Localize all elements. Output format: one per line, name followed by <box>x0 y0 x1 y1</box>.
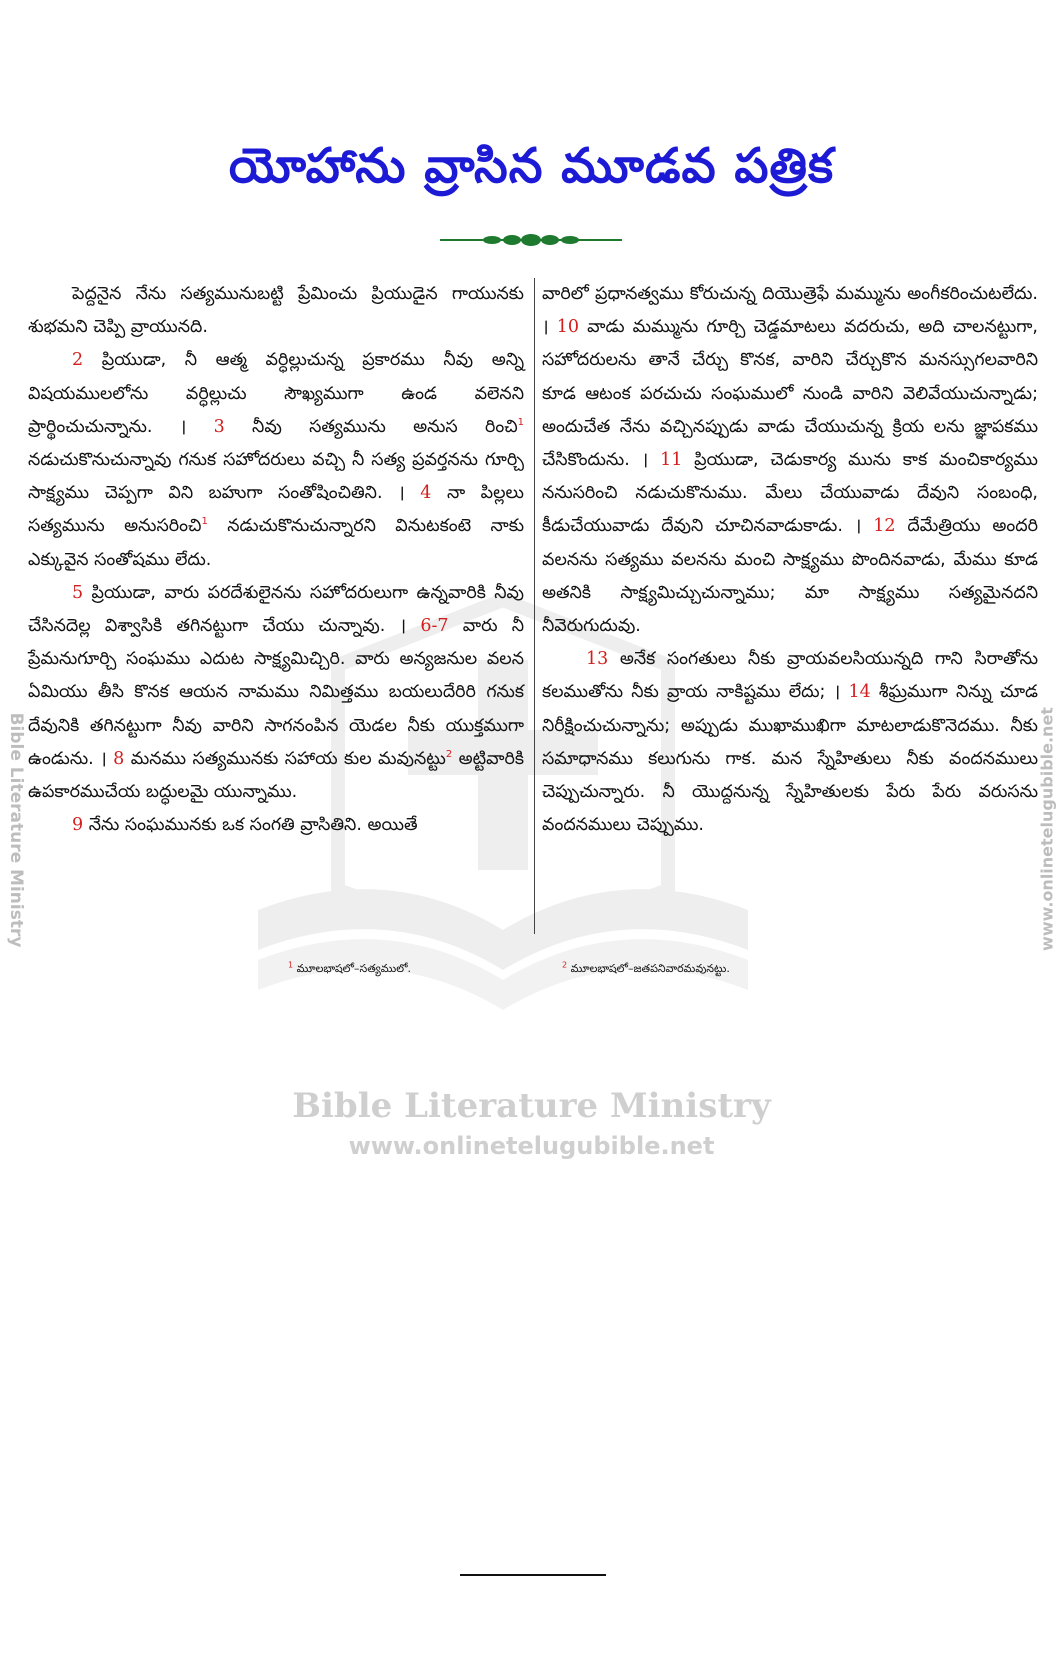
footnote-text: మూలభాషలో–సత్యములో. <box>296 962 412 975</box>
verse-text: మనము సత్యమునకు సహాయ కుల మవునట్టు <box>124 748 446 769</box>
verse-number: 3 <box>213 416 225 437</box>
footnote-ref: 1 <box>517 416 524 428</box>
verse-text: ప్రియుడా, నీ ఆత్మ వర్ధిల్లుచున్న ప్రకారము నీవు అన్ని విషయములలోను వర్ధిల్లుచు సౌఖ్యముగా ఉండ వలెనని ప్రార్థించుచున్నాను. । <box>28 350 524 437</box>
verse-text: ప్రియుడా, వారు పరదేశులైనను సహోదరులుగా ఉన్నవారికి నీవు చేసినదెల్ల విశ్వాసికి తగినట్టుగా చేయు చున్నావు. । <box>28 582 524 637</box>
footnote-1 <box>288 962 411 978</box>
paragraph <box>542 278 1038 643</box>
footnote-ref: 1 <box>201 516 208 528</box>
paragraph <box>28 577 524 809</box>
verse-number: 10 <box>556 317 580 338</box>
verse-text: ప్రియుడా, చెడుకార్య మును కాక మంచికార్యము ననుసరించి నడుచుకొనుము. మేలు చేయువాడు దేవుని సంబంధి, కీడుచేయువాడు దేవుని చూచినవాడుకాడు. । <box>542 450 1038 537</box>
footnote-mark: 2 <box>562 960 568 970</box>
verse-number: 2 <box>72 350 84 371</box>
right-column <box>542 278 1038 842</box>
verse-number: 11 <box>660 450 683 471</box>
verse-number: 12 <box>873 516 896 537</box>
verse-text: నా పిల్లలు సత్యమును అనుసరించి <box>28 483 524 537</box>
paragraph <box>28 344 524 576</box>
watermark-url-text: www.onlinetelugubible.net <box>348 1132 715 1160</box>
side-watermark-left-text: Bible Literature Ministry <box>6 712 26 948</box>
verse-number: 8 <box>113 748 125 769</box>
column-divider <box>534 278 535 934</box>
page-title: యోహాను వ్రాసిన మూడవ పత్రిక <box>228 138 835 194</box>
paragraph <box>28 809 524 842</box>
watermark-org-text: Bible Literature Ministry <box>292 1086 771 1126</box>
footnote-text: మూలభాషలో–జతపనివారమవునట్టు. <box>570 962 730 975</box>
verse-number: 9 <box>72 815 84 836</box>
verse-text: దేమేత్రియు అందరి వలనను సత్యము వలనను మంచి సాక్ష్యము పొందినవాడు, మేము కూడ అతనికి సాక్ష్యమిచ్చుచున్నాము; మా సాక్ష్యము సత్యమైనదని నీవెరుగుదువు. <box>542 516 1038 637</box>
title-ornament <box>440 232 622 248</box>
verse-text: నీవు సత్యమును అనుస రించి <box>224 416 518 437</box>
footnote-2 <box>562 962 730 978</box>
verse-number: 6-7 <box>420 616 449 637</box>
verse-text: నడుచుకొనుచున్నావు గనుక సహోదరులు వచ్చి నీ సత్య ప్రవర్తనను గూర్చి సాక్ష్యము చెప్పగా విని బహుగా సంతోషించితిని. । <box>28 450 524 504</box>
footnote-ref: 2 <box>445 749 453 761</box>
verse-text: వారు నీ ప్రేమనుగూర్చి సంఘము ఎదుట సాక్ష్యమిచ్చిరి. వారు అన్యజనుల వలన ఏమియు తీసి కొనక ఆయన నామము నిమిత్తము బయలుదేరిరి గనుక దేవునికి తగినట్టుగా నీవు వారిని సాగనంపిన యెడల నీకు యుక్తముగా ఉండును. । <box>28 616 524 769</box>
text-columns <box>28 278 1040 934</box>
footnote-mark: 1 <box>288 960 294 970</box>
verse-text: నడుచుకొనుచున్నారని వినుటకంటె నాకు ఎక్కువైన సంతోషము లేదు. <box>28 516 524 570</box>
verse-text: అట్టివారికి ఉపకారముచేయ బద్ధులమై యున్నాము. <box>28 748 524 803</box>
paragraph <box>28 278 524 344</box>
side-watermark-left <box>2 710 30 950</box>
verse-text: వాడు మమ్మును గూర్చి చెడ్డమాటలు వదరుచు, అది చాలనట్టుగా, సహోదరులను తానే చేర్చు కొనక, వారిని చేర్చుకొన మనస్సుగలవారిని కూడ ఆటంక పరచుచు సంఘములో నుండి వారిని వెలివేయుచున్నాడు; అందుచేత నేను వచ్చినప్పుడు వాడు చేయుచున్న క్రియ లను జ్ఞాపకము చేసికొందును. । <box>542 317 1038 471</box>
verse-text: నేను సంఘమునకు ఒక సంగతి వ్రాసితిని. అయితే <box>83 815 418 836</box>
verse-text: పెద్దనైన నేను సత్యమునుబట్టి ప్రేమించు ప్రియుడైన గాయునకు శుభమని చెప్పి వ్రాయునది. <box>28 284 524 338</box>
paragraph <box>542 643 1038 842</box>
verse-number: 14 <box>848 682 871 703</box>
verse-text: అనేక సంగతులు నీకు వ్రాయవలసియున్నది గాని సిరాతోను కలముతోను నీకు వ్రాయ నాకిష్టము లేదు; । <box>542 649 1038 703</box>
end-rule <box>460 1574 606 1576</box>
verse-number: 5 <box>72 582 84 603</box>
verse-text: వారిలో ప్రధానత్వము కోరుచున్న దియొత్రెఫే మమ్మును అంగీకరించుటలేదు. । <box>542 284 1038 338</box>
verse-text: శీఘ్రముగా నిన్ను చూడ నిరీక్షించుచున్నాను; అప్పుడు ముఖాముఖిగా మాటలాడుకొనెదము. నీకు సమాధానము కలుగును గాక. మన స్నేహితులు నీకు వందనములు చెప్పుచున్నారు. నీ యొద్దనున్న స్నేహితులకు పేరు పేరు వరుసను వందనములు చెప్పుము. <box>542 682 1038 836</box>
verse-number: 4 <box>420 483 432 504</box>
left-column <box>28 278 524 842</box>
verse-number: 13 <box>586 649 609 670</box>
side-watermark-right-text: www.onlinetelugubible.net <box>1037 707 1057 951</box>
